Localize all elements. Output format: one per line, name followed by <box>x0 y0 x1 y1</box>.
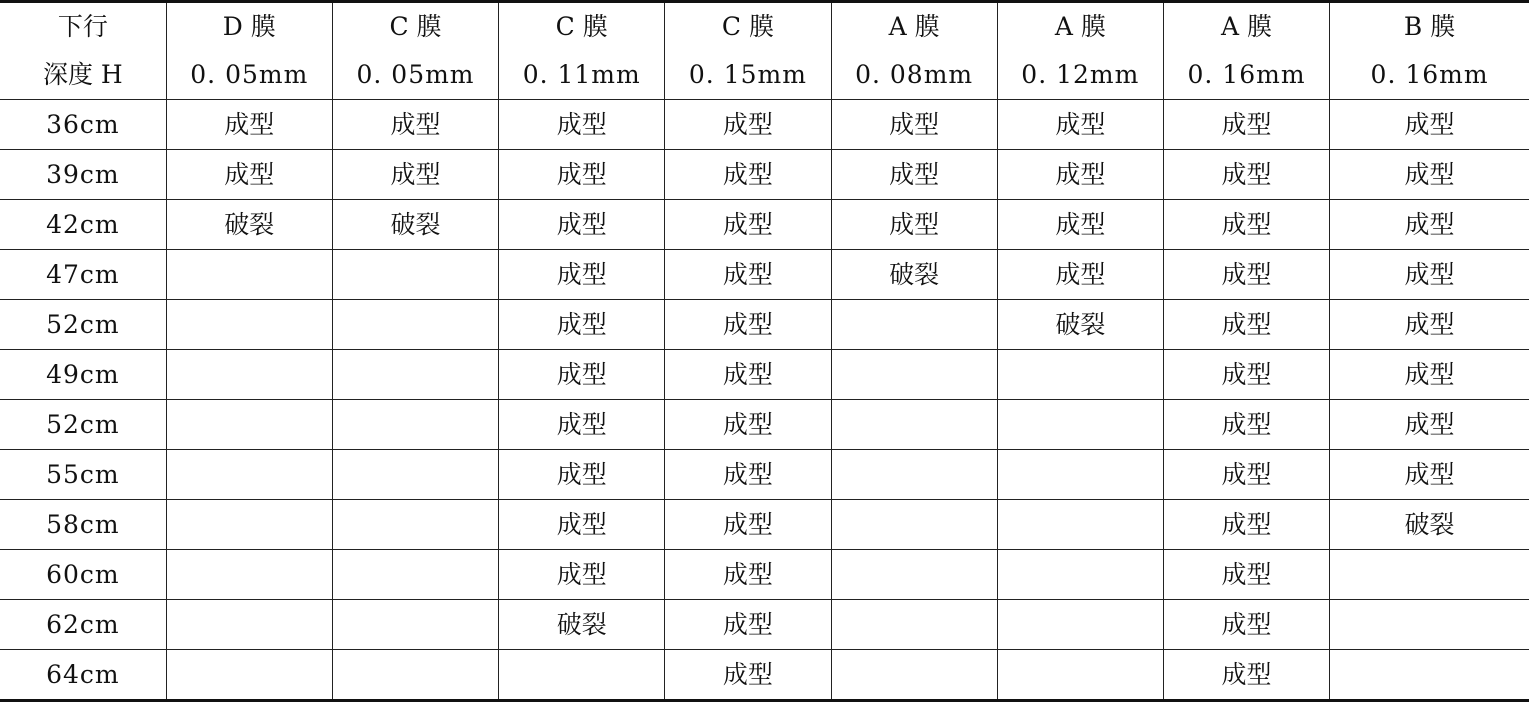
result-cell <box>332 350 498 400</box>
result-cell: 成型 <box>1330 400 1529 450</box>
result-cell: 成型 <box>1330 150 1529 200</box>
result-cell <box>332 550 498 600</box>
result-cell <box>831 500 997 550</box>
depth-cell: 36cm <box>0 100 166 150</box>
header-film-type: A 膜 <box>831 2 997 52</box>
result-cell: 成型 <box>1163 600 1329 650</box>
result-cell: 成型 <box>499 250 665 300</box>
result-cell: 成型 <box>1163 150 1329 200</box>
result-cell <box>831 650 997 701</box>
result-cell: 成型 <box>499 400 665 450</box>
result-cell: 成型 <box>665 150 831 200</box>
result-cell: 成型 <box>1330 200 1529 250</box>
header-film-thickness: 0. 15mm <box>665 51 831 100</box>
result-cell <box>997 600 1163 650</box>
header-film-thickness: 0. 11mm <box>499 51 665 100</box>
result-cell <box>166 350 332 400</box>
header-film-thickness: 0. 05mm <box>166 51 332 100</box>
result-cell <box>997 550 1163 600</box>
result-cell: 成型 <box>1163 500 1329 550</box>
depth-cell: 42cm <box>0 200 166 250</box>
result-cell <box>166 250 332 300</box>
result-cell <box>332 300 498 350</box>
result-cell: 成型 <box>665 350 831 400</box>
header-film-type: B 膜 <box>1330 2 1529 52</box>
result-cell <box>997 650 1163 701</box>
result-cell: 成型 <box>1163 650 1329 701</box>
result-cell: 成型 <box>332 100 498 150</box>
table-row <box>0 400 1529 450</box>
result-cell <box>166 400 332 450</box>
result-cell <box>332 400 498 450</box>
result-cell: 成型 <box>665 250 831 300</box>
result-cell <box>997 400 1163 450</box>
result-cell: 成型 <box>499 450 665 500</box>
header-depth-label: 下行 <box>0 2 166 52</box>
result-cell <box>166 550 332 600</box>
table-row <box>0 300 1529 350</box>
table-row <box>0 450 1529 500</box>
result-cell <box>1330 550 1529 600</box>
header-film-type: C 膜 <box>499 2 665 52</box>
result-cell: 成型 <box>499 350 665 400</box>
depth-cell: 49cm <box>0 350 166 400</box>
table-row <box>0 650 1529 701</box>
result-cell <box>831 600 997 650</box>
result-cell <box>166 650 332 701</box>
result-cell: 成型 <box>1330 250 1529 300</box>
result-cell: 成型 <box>1163 250 1329 300</box>
header-film-type: C 膜 <box>665 2 831 52</box>
result-cell <box>831 300 997 350</box>
table-body <box>0 100 1529 701</box>
result-cell: 成型 <box>1163 550 1329 600</box>
result-cell: 成型 <box>1163 350 1329 400</box>
result-cell: 成型 <box>1330 100 1529 150</box>
header-film-type: C 膜 <box>332 2 498 52</box>
table-header <box>0 2 1529 100</box>
result-cell: 成型 <box>997 250 1163 300</box>
result-cell: 破裂 <box>166 200 332 250</box>
result-cell: 成型 <box>665 550 831 600</box>
result-cell <box>997 450 1163 500</box>
header-depth-unit: 深度 H <box>0 51 166 100</box>
result-cell: 成型 <box>665 450 831 500</box>
result-cell <box>332 250 498 300</box>
result-cell: 成型 <box>499 150 665 200</box>
result-cell: 破裂 <box>332 200 498 250</box>
result-cell: 成型 <box>499 200 665 250</box>
result-cell: 成型 <box>1163 400 1329 450</box>
depth-cell: 39cm <box>0 150 166 200</box>
result-cell <box>332 600 498 650</box>
header-row-2 <box>0 51 1529 100</box>
depth-cell: 64cm <box>0 650 166 701</box>
depth-cell: 62cm <box>0 600 166 650</box>
result-cell: 成型 <box>997 200 1163 250</box>
result-cell: 成型 <box>166 150 332 200</box>
header-film-type: A 膜 <box>997 2 1163 52</box>
result-cell: 成型 <box>831 200 997 250</box>
result-cell <box>997 500 1163 550</box>
result-cell: 成型 <box>1163 300 1329 350</box>
header-film-thickness: 0. 05mm <box>332 51 498 100</box>
result-cell: 成型 <box>499 550 665 600</box>
result-cell: 成型 <box>1330 450 1529 500</box>
table-row <box>0 250 1529 300</box>
result-cell: 破裂 <box>831 250 997 300</box>
result-cell: 成型 <box>665 400 831 450</box>
header-film-thickness: 0. 16mm <box>1330 51 1529 100</box>
result-cell: 成型 <box>499 100 665 150</box>
result-cell <box>831 550 997 600</box>
result-cell: 成型 <box>665 650 831 701</box>
result-cell: 成型 <box>499 500 665 550</box>
result-cell <box>997 350 1163 400</box>
table-row <box>0 100 1529 150</box>
result-cell: 成型 <box>1163 450 1329 500</box>
result-cell: 成型 <box>1163 200 1329 250</box>
table-row <box>0 350 1529 400</box>
result-cell: 成型 <box>665 600 831 650</box>
result-cell: 成型 <box>332 150 498 200</box>
table-row <box>0 150 1529 200</box>
depth-cell: 47cm <box>0 250 166 300</box>
depth-cell: 60cm <box>0 550 166 600</box>
result-cell: 成型 <box>1330 300 1529 350</box>
result-cell <box>166 500 332 550</box>
result-cell <box>831 450 997 500</box>
result-cell <box>332 500 498 550</box>
header-film-thickness: 0. 16mm <box>1163 51 1329 100</box>
result-cell: 成型 <box>499 300 665 350</box>
table-row <box>0 200 1529 250</box>
result-cell <box>166 450 332 500</box>
result-cell: 成型 <box>831 150 997 200</box>
result-cell <box>831 400 997 450</box>
result-cell <box>1330 650 1529 701</box>
result-cell: 成型 <box>166 100 332 150</box>
result-cell: 成型 <box>665 300 831 350</box>
result-cell: 成型 <box>997 100 1163 150</box>
table-row <box>0 600 1529 650</box>
table-row <box>0 550 1529 600</box>
result-cell <box>1330 600 1529 650</box>
result-cell <box>499 650 665 701</box>
result-cell <box>166 300 332 350</box>
result-cell: 成型 <box>665 200 831 250</box>
result-cell <box>332 450 498 500</box>
header-row-1 <box>0 2 1529 52</box>
result-cell: 成型 <box>1330 350 1529 400</box>
result-cell: 成型 <box>665 500 831 550</box>
header-film-type: D 膜 <box>166 2 332 52</box>
result-cell: 破裂 <box>499 600 665 650</box>
result-cell: 成型 <box>1163 100 1329 150</box>
result-cell <box>166 600 332 650</box>
result-cell: 破裂 <box>997 300 1163 350</box>
result-cell: 破裂 <box>1330 500 1529 550</box>
result-cell: 成型 <box>831 100 997 150</box>
result-cell: 成型 <box>665 100 831 150</box>
result-cell <box>332 650 498 701</box>
depth-cell: 52cm <box>0 400 166 450</box>
result-cell: 成型 <box>997 150 1163 200</box>
header-film-thickness: 0. 08mm <box>831 51 997 100</box>
header-film-type: A 膜 <box>1163 2 1329 52</box>
depth-cell: 55cm <box>0 450 166 500</box>
table-row <box>0 500 1529 550</box>
header-film-thickness: 0. 12mm <box>997 51 1163 100</box>
depth-cell: 58cm <box>0 500 166 550</box>
result-cell <box>831 350 997 400</box>
depth-cell: 52cm <box>0 300 166 350</box>
